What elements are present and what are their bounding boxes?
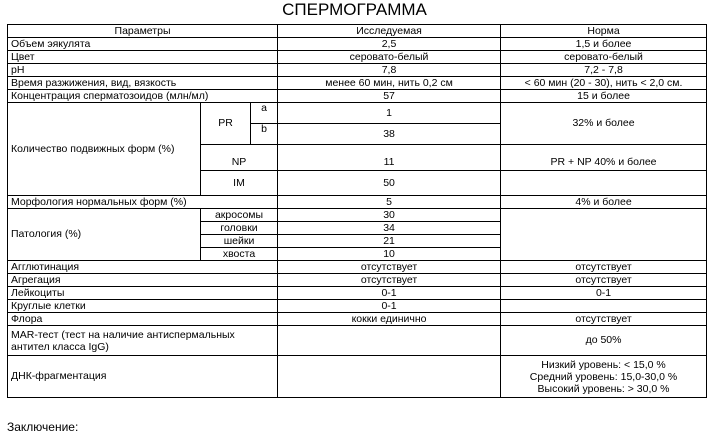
ph-label: pH (8, 64, 278, 77)
round-cells-value: 0-1 (278, 300, 501, 313)
pathology-label: Патология (%) (8, 209, 201, 261)
dna-norm-mid: Средний уровень: 15,0-30,0 % (529, 370, 678, 383)
liquefaction-label: Время разжижения, вид, вязкость (8, 77, 278, 90)
agglutination-norm: отсутствует (501, 261, 707, 274)
pathology-item-value: 30 (278, 209, 501, 222)
row-morphology (8, 196, 707, 209)
leukocytes-norm: 0-1 (501, 287, 707, 300)
volume-norm: 1,5 и более (501, 38, 707, 51)
round-cells-norm (501, 300, 707, 313)
volume-label: Объем эякулята (8, 38, 278, 51)
pathology-item-value: 34 (278, 222, 501, 235)
pr-a-value: 1 (278, 103, 501, 124)
row-color (8, 51, 707, 64)
pathology-item-label: шейки (201, 235, 278, 248)
concentration-value: 57 (278, 90, 501, 103)
pathology-item-value: 21 (278, 235, 501, 248)
row-volume (8, 38, 707, 51)
mar-test-value (278, 326, 501, 356)
dna-norm-low: Низкий уровень: < 15,0 % (541, 358, 666, 371)
np-value: 11 (278, 156, 501, 171)
row-ph (8, 64, 707, 77)
liquefaction-value: менее 60 мин, нить 0,2 см (278, 77, 501, 90)
page-title: СПЕРМОГРАММА (282, 0, 427, 19)
mar-test-label (8, 326, 278, 356)
morphology-norm: 4% и более (501, 196, 707, 209)
dna-fragmentation-label: ДНК-фрагментация (8, 356, 278, 398)
row-dna-fragmentation (8, 356, 707, 398)
np-norm: PR + NP 40% и более (501, 156, 707, 171)
morphology-label: Морфология нормальных форм (%) (8, 196, 278, 209)
concentration-norm: 15 и более (501, 90, 707, 103)
aggregation-value: отсутствует (278, 274, 501, 287)
row-concentration (8, 90, 707, 103)
pathology-item-label: головки (201, 222, 278, 235)
conclusion-label: Заключение: (7, 420, 79, 434)
mar-test-norm: до 50% (501, 326, 707, 356)
row-pathology-acrosome (8, 209, 707, 222)
mar-test-label-line1: MAR-тест (тест на наличие антиспермальных (11, 328, 235, 341)
row-motility-pr-a (8, 103, 707, 124)
color-value: серовато-белый (278, 51, 501, 64)
ph-norm: 7,2 - 7,8 (501, 64, 707, 77)
flora-label: Флора (8, 313, 278, 326)
spermogram-table (7, 24, 707, 398)
row-flora (8, 313, 707, 326)
mar-test-label-line2: антител класса IgG) (11, 340, 109, 353)
dna-norm-high: Высокий уровень: > 30,0 % (537, 382, 670, 395)
aggregation-norm: отсутствует (501, 274, 707, 287)
im-value: 50 (278, 171, 501, 196)
liquefaction-norm: < 60 мин (20 - 30), нить < 2,0 см. (501, 77, 707, 90)
pathology-item-label: акросомы (201, 209, 278, 222)
header-norm: Норма (501, 25, 707, 38)
flora-value: кокки единично (278, 313, 501, 326)
header-studied: Исследуемая (278, 25, 501, 38)
pr-norm: 32% и более (501, 103, 707, 145)
concentration-label: Концентрация сперматозоидов (млн/мл) (8, 90, 278, 103)
row-round-cells (8, 300, 707, 313)
volume-value: 2,5 (278, 38, 501, 51)
aggregation-label: Агрегация (8, 274, 278, 287)
row-agglutination (8, 261, 707, 274)
leukocytes-label: Лейкоциты (8, 287, 278, 300)
im-label: IM (201, 171, 278, 196)
pr-b-label: b (251, 124, 278, 145)
flora-norm: отсутствует (501, 313, 707, 326)
pr-b-value: 38 (278, 124, 501, 145)
color-norm: серовато-белый (501, 51, 707, 64)
row-aggregation (8, 274, 707, 287)
row-liquefaction (8, 77, 707, 90)
dna-fragmentation-value (278, 356, 501, 398)
leukocytes-value: 0-1 (278, 287, 501, 300)
pathology-item-value: 10 (278, 248, 501, 261)
header-parameters: Параметры (8, 25, 278, 38)
header-row (8, 25, 707, 38)
pathology-item-label: хвоста (201, 248, 278, 261)
row-leukocytes (8, 287, 707, 300)
pr-a-label: a (251, 103, 278, 124)
agglutination-label: Агглютинация (8, 261, 278, 274)
dna-fragmentation-norm (501, 356, 707, 398)
motility-label: Количество подвижных форм (%) (8, 103, 201, 196)
agglutination-value: отсутствует (278, 261, 501, 274)
row-mar-test (8, 326, 707, 356)
round-cells-label: Круглые клетки (8, 300, 278, 313)
np-label: NP (201, 156, 278, 171)
ph-value: 7,8 (278, 64, 501, 77)
color-label: Цвет (8, 51, 278, 64)
morphology-value: 5 (278, 196, 501, 209)
pr-label: PR (201, 103, 251, 145)
